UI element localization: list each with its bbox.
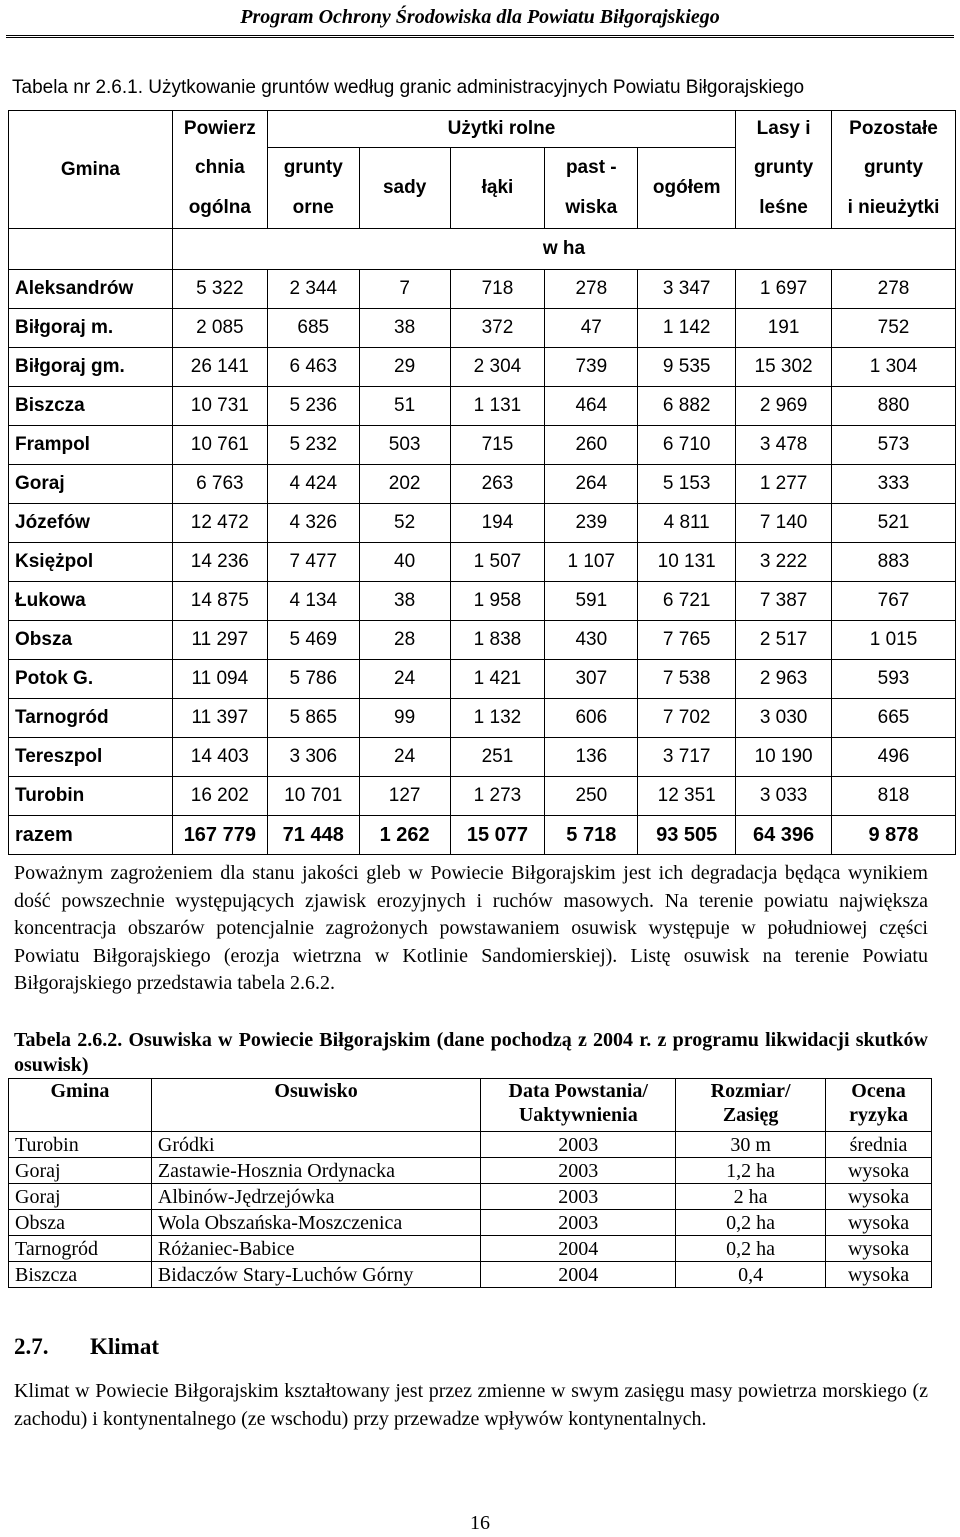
gmina-name-cell: Biłgoraj m. bbox=[9, 309, 173, 348]
value-cell: 7 bbox=[359, 270, 450, 309]
value-cell: 752 bbox=[832, 309, 956, 348]
gmina-name-cell: Potok G. bbox=[9, 660, 173, 699]
value-cell: 6 721 bbox=[638, 582, 736, 621]
value-cell: 2 304 bbox=[450, 348, 545, 387]
table-row bbox=[9, 777, 956, 816]
value-cell: 10 190 bbox=[736, 738, 832, 777]
value-cell: 2 085 bbox=[172, 309, 267, 348]
landslide-gmina-cell: Biszcza bbox=[9, 1262, 152, 1288]
value-cell: 10 761 bbox=[172, 426, 267, 465]
gmina-name-cell: Księżpol bbox=[9, 543, 173, 582]
landslide-risk-cell: wysoka bbox=[826, 1210, 932, 1236]
gmina-name-cell: Obsza bbox=[9, 621, 173, 660]
landslide-risk-cell: wysoka bbox=[826, 1236, 932, 1262]
value-cell: 3 717 bbox=[638, 738, 736, 777]
table-row bbox=[9, 660, 956, 699]
value-cell: 883 bbox=[832, 543, 956, 582]
value-cell: 2 969 bbox=[736, 387, 832, 426]
landslide-size-cell: 0,4 bbox=[676, 1262, 826, 1288]
value-cell: 14 875 bbox=[172, 582, 267, 621]
value-cell: 818 bbox=[832, 777, 956, 816]
landslide-risk-cell: wysoka bbox=[826, 1158, 932, 1184]
value-cell: 10 131 bbox=[638, 543, 736, 582]
value-cell: 1 273 bbox=[450, 777, 545, 816]
value-cell: 11 397 bbox=[172, 699, 267, 738]
gmina-name-cell: Łukowa bbox=[9, 582, 173, 621]
t2-header-data-line1: Data Powstania/ bbox=[508, 1080, 648, 1102]
table-row bbox=[9, 465, 956, 504]
landslide-risk-cell: wysoka bbox=[826, 1184, 932, 1210]
value-cell: 5 865 bbox=[267, 699, 359, 738]
page-header: Program Ochrony Środowiska dla Powiatu Biłgorajskiego bbox=[240, 6, 720, 28]
value-cell: 5 232 bbox=[267, 426, 359, 465]
gmina-name-cell: Frampol bbox=[9, 426, 173, 465]
table-row bbox=[9, 582, 956, 621]
gmina-name-cell: Goraj bbox=[9, 465, 173, 504]
t2-header-rozmiar-line1: Rozmiar/ bbox=[710, 1080, 791, 1102]
header-gmina: Gmina bbox=[9, 111, 173, 229]
table-row bbox=[9, 699, 956, 738]
table-row bbox=[9, 1158, 932, 1184]
value-cell: 24 bbox=[359, 738, 450, 777]
value-cell: 7 477 bbox=[267, 543, 359, 582]
value-cell: 40 bbox=[359, 543, 450, 582]
gmina-name-cell: Biłgoraj gm. bbox=[9, 348, 173, 387]
value-cell: 11 094 bbox=[172, 660, 267, 699]
land-use-table bbox=[8, 110, 956, 855]
page-number: 16 bbox=[470, 1512, 490, 1534]
header-chnia: chnia bbox=[172, 148, 267, 189]
value-cell: 1 131 bbox=[450, 387, 545, 426]
land-use-table-body bbox=[9, 270, 956, 855]
value-cell: 2 963 bbox=[736, 660, 832, 699]
table-row bbox=[9, 1132, 932, 1158]
header-blank bbox=[9, 229, 173, 270]
paragraph-erosion: Poważnym zagrożeniem dla stanu jakości gleb w Powiecie Biłgorajskim jest ich degradacja będąca wynikiem dość powszechnie występujących zjawisk erozyjnych i ruchów masowych. Na terenie powiatu największa koncentracja obszarów potencjalnie zagrożonych powstawaniem osuwisk występuje w południowej części Powiatu Biłgorajskiego (erozja wietrzna w Kotlinie Sandomierskiej). Listę osuwisk na terenie Powiatu Biłgorajskiego przedstawia tabela 2.6.2. bbox=[14, 862, 928, 994]
value-cell: 26 141 bbox=[172, 348, 267, 387]
section-number: 2.7. bbox=[14, 1334, 49, 1359]
gmina-name-cell: Biszcza bbox=[9, 387, 173, 426]
value-cell: 6 763 bbox=[172, 465, 267, 504]
header-powierz: Powierz bbox=[172, 111, 267, 148]
landslide-risk-cell: wysoka bbox=[826, 1262, 932, 1288]
value-cell: 29 bbox=[359, 348, 450, 387]
t2-header-data-line2: Uaktywnienia bbox=[518, 1104, 638, 1126]
value-cell: 1 507 bbox=[450, 543, 545, 582]
value-cell: 52 bbox=[359, 504, 450, 543]
table-row bbox=[9, 270, 956, 309]
landslide-gmina-cell: Goraj bbox=[9, 1184, 152, 1210]
value-cell: 718 bbox=[450, 270, 545, 309]
value-cell: 1 142 bbox=[638, 309, 736, 348]
landslide-name-cell: Wola Obszańska-Moszczenica bbox=[151, 1210, 480, 1236]
total-value-cell: 71 448 bbox=[267, 816, 359, 855]
t2-header-gmina: Gmina bbox=[9, 1079, 152, 1132]
landslide-gmina-cell: Tarnogród bbox=[9, 1236, 152, 1262]
value-cell: 880 bbox=[832, 387, 956, 426]
section-heading bbox=[14, 1332, 159, 1362]
landslide-size-cell: 30 m bbox=[676, 1132, 826, 1158]
value-cell: 4 134 bbox=[267, 582, 359, 621]
paragraph-climate: Klimat w Powiecie Biłgorajskim kształtowany jest przez zmienne w swym zasięgu masy powietrza morskiego (z zachodu) i kontynentalnego (ze wschodu) przy przewadze wpływów kontynentalnych. bbox=[14, 1380, 928, 1430]
value-cell: 464 bbox=[545, 387, 638, 426]
landslide-name-cell: Różaniec-Babice bbox=[151, 1236, 480, 1262]
value-cell: 715 bbox=[450, 426, 545, 465]
total-value-cell: 15 077 bbox=[450, 816, 545, 855]
t2-header-ocena bbox=[826, 1079, 932, 1132]
t2-header-rozmiar bbox=[676, 1079, 826, 1132]
value-cell: 5 236 bbox=[267, 387, 359, 426]
value-cell: 10 701 bbox=[267, 777, 359, 816]
gmina-name-cell: Turobin bbox=[9, 777, 173, 816]
value-cell: 10 731 bbox=[172, 387, 267, 426]
header-wiska: wiska bbox=[545, 188, 638, 229]
value-cell: 7 387 bbox=[736, 582, 832, 621]
table-row bbox=[9, 309, 956, 348]
value-cell: 503 bbox=[359, 426, 450, 465]
value-cell: 239 bbox=[545, 504, 638, 543]
value-cell: 1 107 bbox=[545, 543, 638, 582]
value-cell: 7 702 bbox=[638, 699, 736, 738]
landslide-table bbox=[8, 1078, 932, 1288]
table-row bbox=[9, 543, 956, 582]
value-cell: 665 bbox=[832, 699, 956, 738]
landslide-date-cell: 2003 bbox=[481, 1210, 676, 1236]
t2-header-ocena-line2: ryzyka bbox=[849, 1104, 908, 1126]
header-rule bbox=[6, 35, 954, 40]
value-cell: 127 bbox=[359, 777, 450, 816]
header-sady: sady bbox=[359, 148, 450, 229]
t2-header-data bbox=[481, 1079, 676, 1132]
table-row bbox=[9, 387, 956, 426]
value-cell: 99 bbox=[359, 699, 450, 738]
value-cell: 12 472 bbox=[172, 504, 267, 543]
value-cell: 9 535 bbox=[638, 348, 736, 387]
t2-header-osuwisko: Osuwisko bbox=[151, 1079, 480, 1132]
value-cell: 251 bbox=[450, 738, 545, 777]
value-cell: 591 bbox=[545, 582, 638, 621]
value-cell: 11 297 bbox=[172, 621, 267, 660]
landslide-gmina-cell: Obsza bbox=[9, 1210, 152, 1236]
header-pozostale: Pozostałe bbox=[832, 111, 956, 148]
header-ogolna: ogólna bbox=[172, 188, 267, 229]
value-cell: 202 bbox=[359, 465, 450, 504]
value-cell: 16 202 bbox=[172, 777, 267, 816]
value-cell: 38 bbox=[359, 309, 450, 348]
landslide-size-cell: 0,2 ha bbox=[676, 1210, 826, 1236]
table-row bbox=[9, 621, 956, 660]
value-cell: 6 882 bbox=[638, 387, 736, 426]
total-label-cell: razem bbox=[9, 816, 173, 855]
landslide-date-cell: 2004 bbox=[481, 1262, 676, 1288]
value-cell: 739 bbox=[545, 348, 638, 387]
value-cell: 4 424 bbox=[267, 465, 359, 504]
value-cell: 264 bbox=[545, 465, 638, 504]
total-value-cell: 5 718 bbox=[545, 816, 638, 855]
landslide-gmina-cell: Goraj bbox=[9, 1158, 152, 1184]
header-grunty-lesne-top: grunty bbox=[736, 148, 832, 189]
value-cell: 5 786 bbox=[267, 660, 359, 699]
landslide-size-cell: 0,2 ha bbox=[676, 1236, 826, 1262]
value-cell: 7 140 bbox=[736, 504, 832, 543]
header-orne: orne bbox=[267, 188, 359, 229]
value-cell: 1 838 bbox=[450, 621, 545, 660]
header-past: past - bbox=[545, 148, 638, 189]
value-cell: 194 bbox=[450, 504, 545, 543]
value-cell: 191 bbox=[736, 309, 832, 348]
table-row bbox=[9, 504, 956, 543]
gmina-name-cell: Józefów bbox=[9, 504, 173, 543]
gmina-name-cell: Tereszpol bbox=[9, 738, 173, 777]
header-uzytki-rolne: Użytki rolne bbox=[267, 111, 735, 148]
table-row bbox=[9, 1236, 932, 1262]
gmina-name-cell: Aleksandrów bbox=[9, 270, 173, 309]
value-cell: 278 bbox=[545, 270, 638, 309]
value-cell: 136 bbox=[545, 738, 638, 777]
value-cell: 372 bbox=[450, 309, 545, 348]
total-value-cell: 167 779 bbox=[172, 816, 267, 855]
header-unit: w ha bbox=[172, 229, 955, 270]
value-cell: 4 811 bbox=[638, 504, 736, 543]
value-cell: 14 236 bbox=[172, 543, 267, 582]
landslide-date-cell: 2003 bbox=[481, 1158, 676, 1184]
value-cell: 24 bbox=[359, 660, 450, 699]
value-cell: 593 bbox=[832, 660, 956, 699]
landslide-size-cell: 1,2 ha bbox=[676, 1158, 826, 1184]
value-cell: 51 bbox=[359, 387, 450, 426]
header-ogolem: ogółem bbox=[638, 148, 736, 229]
header-laki: łąki bbox=[450, 148, 545, 229]
landslide-size-cell: 2 ha bbox=[676, 1184, 826, 1210]
gmina-name-cell: Tarnogród bbox=[9, 699, 173, 738]
table2-caption: Tabela 2.6.2. Osuwiska w Powiecie Biłgorajskim (dane pochodzą z 2004 r. z programu likwidacji skutków osuwisk) bbox=[14, 1029, 928, 1076]
value-cell: 5 153 bbox=[638, 465, 736, 504]
value-cell: 38 bbox=[359, 582, 450, 621]
value-cell: 47 bbox=[545, 309, 638, 348]
t2-header-ocena-line1: Ocena bbox=[851, 1080, 906, 1102]
landslide-date-cell: 2004 bbox=[481, 1236, 676, 1262]
value-cell: 250 bbox=[545, 777, 638, 816]
value-cell: 15 302 bbox=[736, 348, 832, 387]
value-cell: 1 697 bbox=[736, 270, 832, 309]
t2-header-rozmiar-line2: Zasięg bbox=[722, 1104, 779, 1126]
value-cell: 333 bbox=[832, 465, 956, 504]
value-cell: 6 710 bbox=[638, 426, 736, 465]
table-row bbox=[9, 1184, 932, 1210]
header-lasy: Lasy i bbox=[736, 111, 832, 148]
header-nieuzytki: i nieużytki bbox=[832, 188, 956, 229]
total-value-cell: 93 505 bbox=[638, 816, 736, 855]
value-cell: 3 222 bbox=[736, 543, 832, 582]
value-cell: 28 bbox=[359, 621, 450, 660]
landslide-gmina-cell: Turobin bbox=[9, 1132, 152, 1158]
value-cell: 6 463 bbox=[267, 348, 359, 387]
table-row bbox=[9, 426, 956, 465]
value-cell: 2 344 bbox=[267, 270, 359, 309]
value-cell: 1 958 bbox=[450, 582, 545, 621]
value-cell: 263 bbox=[450, 465, 545, 504]
value-cell: 1 304 bbox=[832, 348, 956, 387]
landslide-risk-cell: średnia bbox=[826, 1132, 932, 1158]
landslide-name-cell: Albinów-Jędrzejówka bbox=[151, 1184, 480, 1210]
header-lesne: leśne bbox=[736, 188, 832, 229]
section-title: Klimat bbox=[90, 1334, 159, 1359]
value-cell: 1 015 bbox=[832, 621, 956, 660]
value-cell: 14 403 bbox=[172, 738, 267, 777]
value-cell: 260 bbox=[545, 426, 638, 465]
value-cell: 767 bbox=[832, 582, 956, 621]
value-cell: 685 bbox=[267, 309, 359, 348]
value-cell: 1 421 bbox=[450, 660, 545, 699]
header-grunty-orne-top: grunty bbox=[267, 148, 359, 189]
value-cell: 3 478 bbox=[736, 426, 832, 465]
landslide-name-cell: Bidaczów Stary-Luchów Górny bbox=[151, 1262, 480, 1288]
table-row bbox=[9, 348, 956, 387]
value-cell: 606 bbox=[545, 699, 638, 738]
value-cell: 3 306 bbox=[267, 738, 359, 777]
value-cell: 4 326 bbox=[267, 504, 359, 543]
landslide-date-cell: 2003 bbox=[481, 1184, 676, 1210]
value-cell: 496 bbox=[832, 738, 956, 777]
table-row bbox=[9, 1262, 932, 1288]
landslide-name-cell: Zastawie-Hosznia Ordynacka bbox=[151, 1158, 480, 1184]
value-cell: 1 277 bbox=[736, 465, 832, 504]
table-row bbox=[9, 1210, 932, 1236]
value-cell: 12 351 bbox=[638, 777, 736, 816]
table1-caption: Tabela nr 2.6.1. Użytkowanie gruntów według granic administracyjnych Powiatu Biłgorajskiego bbox=[12, 77, 805, 98]
value-cell: 3 033 bbox=[736, 777, 832, 816]
value-cell: 7 765 bbox=[638, 621, 736, 660]
value-cell: 3 347 bbox=[638, 270, 736, 309]
total-value-cell: 9 878 bbox=[832, 816, 956, 855]
header-grunty-pozostale-top: grunty bbox=[832, 148, 956, 189]
value-cell: 307 bbox=[545, 660, 638, 699]
value-cell: 3 030 bbox=[736, 699, 832, 738]
value-cell: 278 bbox=[832, 270, 956, 309]
table-total-row bbox=[9, 816, 956, 855]
landslide-table-body bbox=[9, 1132, 932, 1288]
value-cell: 1 132 bbox=[450, 699, 545, 738]
value-cell: 521 bbox=[832, 504, 956, 543]
landslide-name-cell: Gródki bbox=[151, 1132, 480, 1158]
total-value-cell: 1 262 bbox=[359, 816, 450, 855]
total-value-cell: 64 396 bbox=[736, 816, 832, 855]
value-cell: 2 517 bbox=[736, 621, 832, 660]
table-row bbox=[9, 738, 956, 777]
value-cell: 5 322 bbox=[172, 270, 267, 309]
value-cell: 430 bbox=[545, 621, 638, 660]
landslide-date-cell: 2003 bbox=[481, 1132, 676, 1158]
value-cell: 5 469 bbox=[267, 621, 359, 660]
value-cell: 7 538 bbox=[638, 660, 736, 699]
value-cell: 573 bbox=[832, 426, 956, 465]
